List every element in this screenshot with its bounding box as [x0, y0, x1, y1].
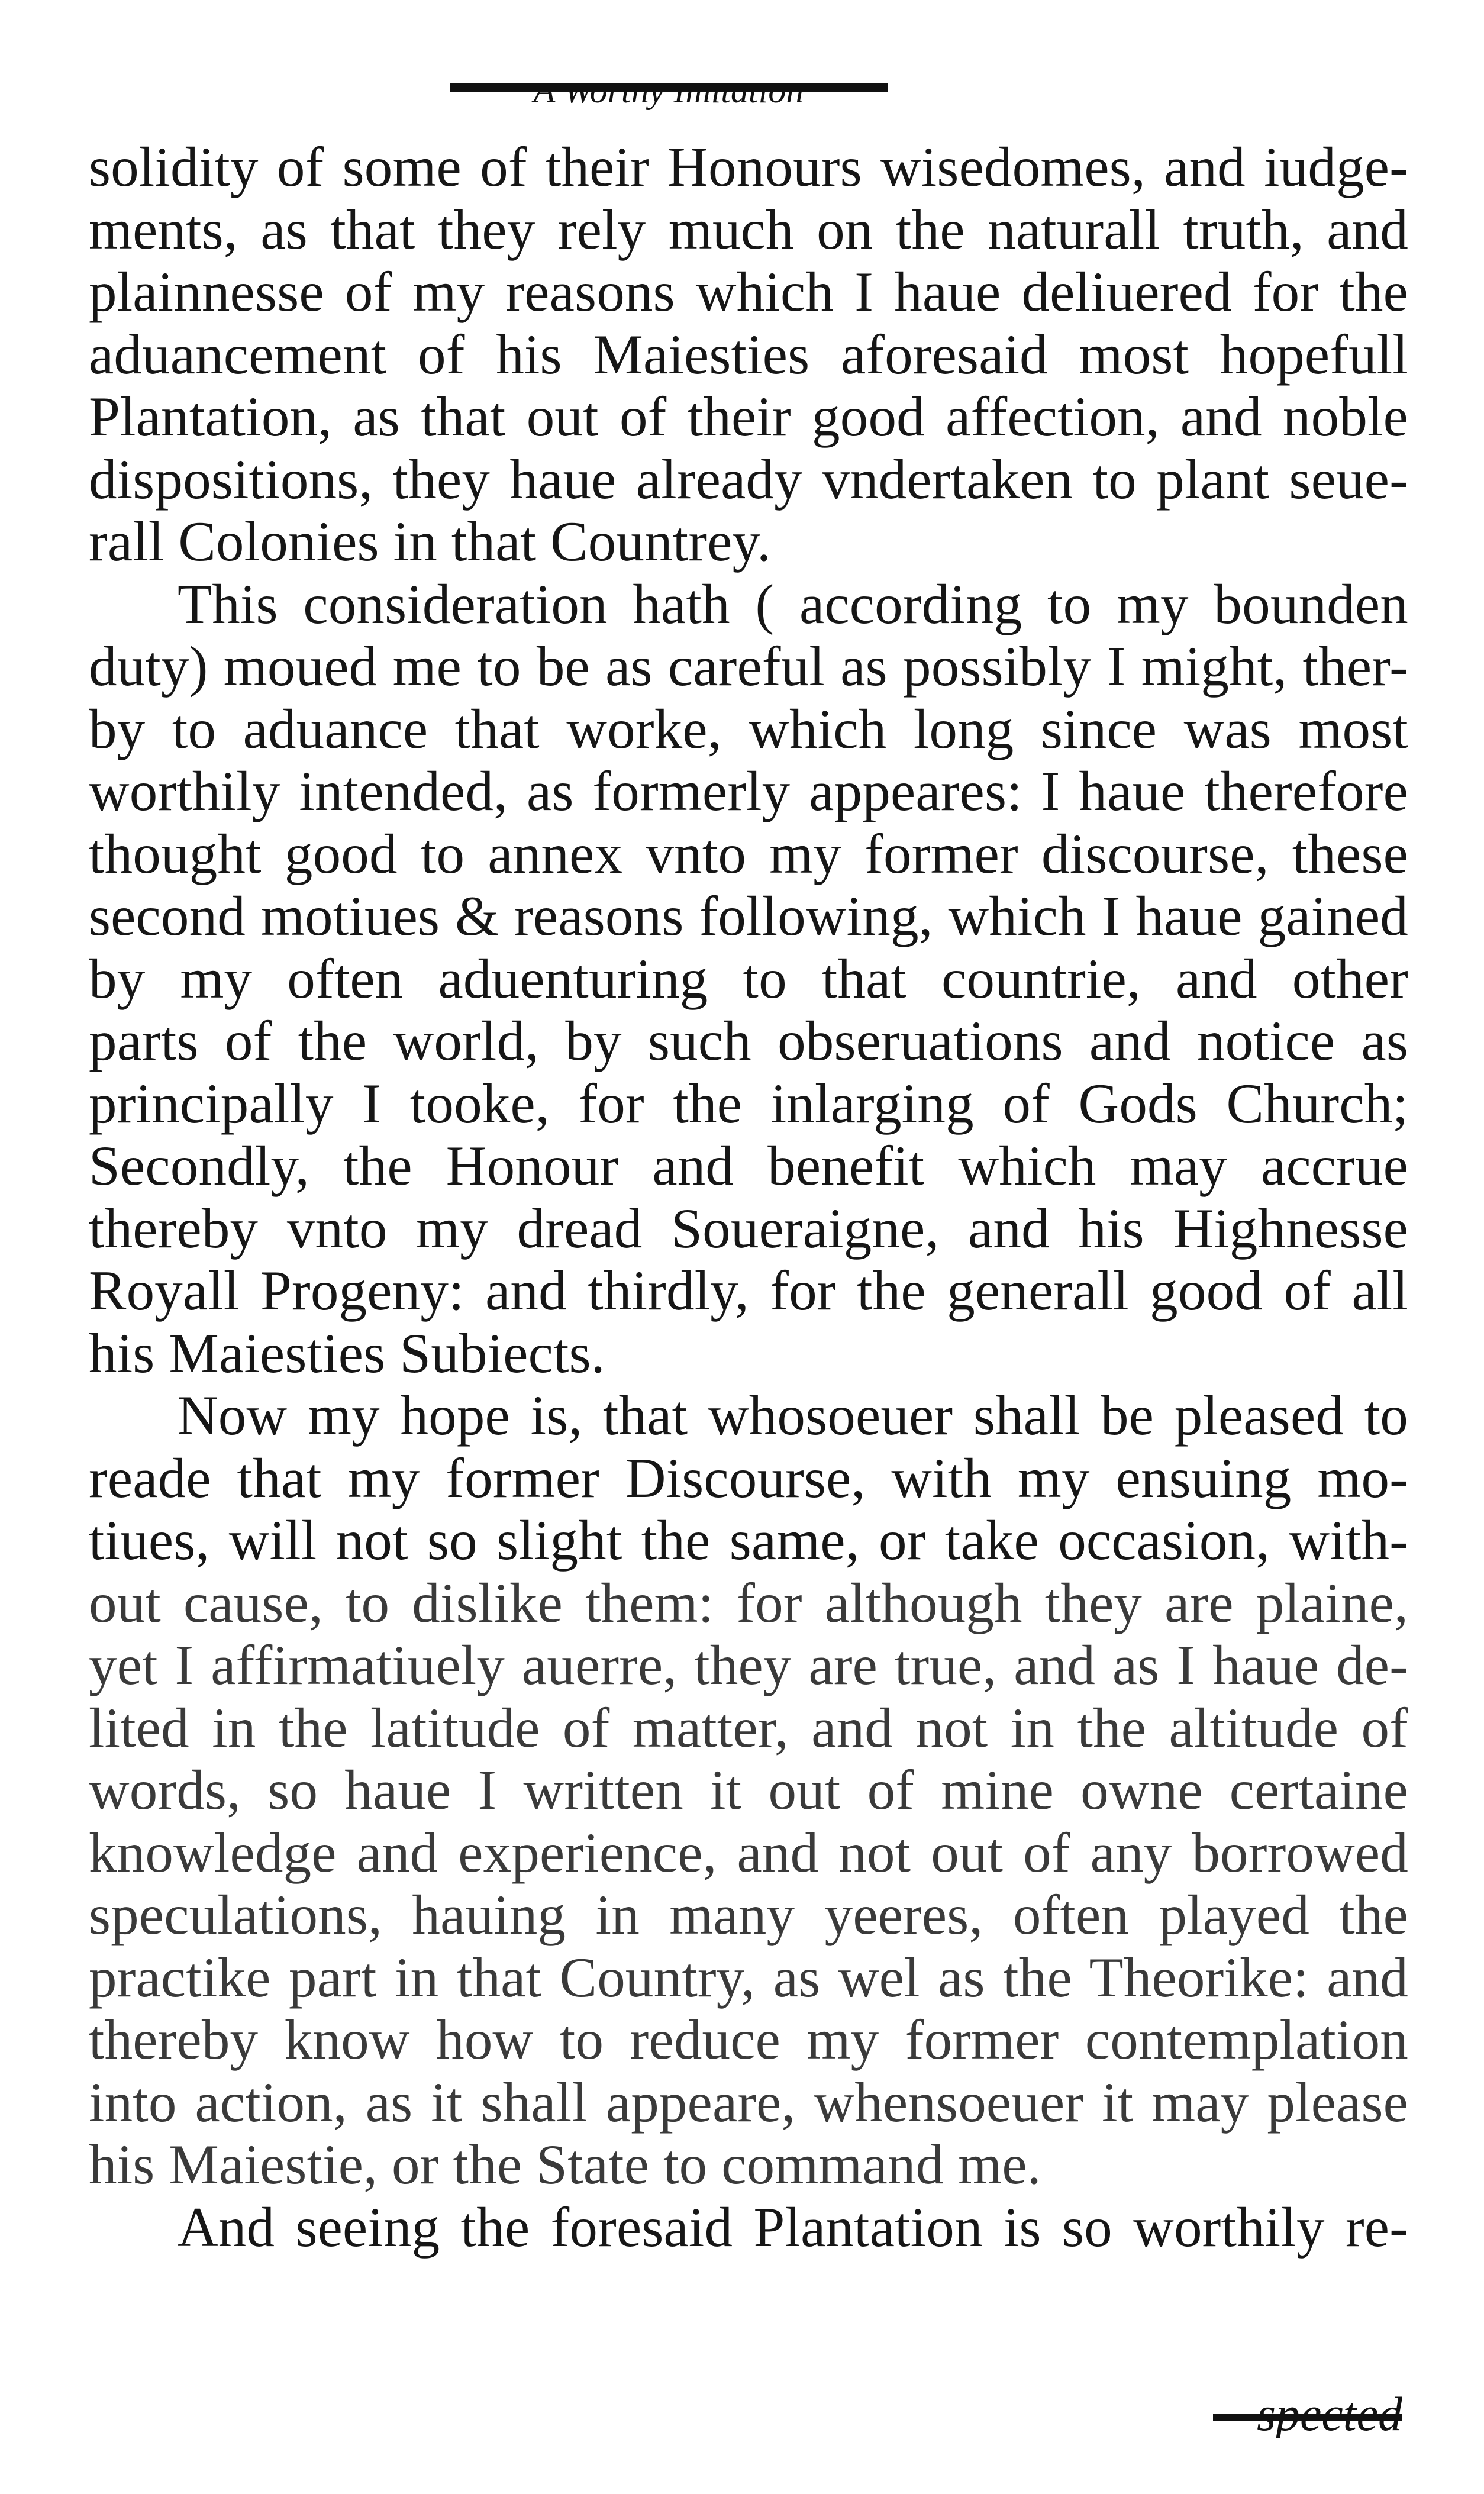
- text-line: thought good to annex vnto my former discourse, these: [89, 822, 1408, 885]
- text-line: Plantation, as that out of their good affection, and noble: [89, 385, 1408, 448]
- text-line: worthily intended, as formerly appeares: I haue therefore: [89, 760, 1408, 822]
- text-line: thereby vnto my dread Soueraigne, and his Highnesse: [89, 1196, 1408, 1260]
- catchword: [1195, 2390, 1402, 2438]
- text-line: principally I tooke, for the inlarging of Gods Church;: [89, 1072, 1408, 1135]
- text-line: practike part in that Country, as wel as the Theorike: and: [89, 1945, 1408, 2009]
- text-line: aduancement of his Maiesties aforesaid most hopefull: [89, 322, 1408, 386]
- text-line: reade that my former Discourse, with my ensuing mo-: [89, 1446, 1408, 1509]
- body-text: [89, 136, 1408, 2259]
- text-line: solidity of some of their Honours wisedomes, and iudge-: [89, 135, 1408, 198]
- text-line: Secondly, the Honour and benefit which may accrue: [89, 1134, 1408, 1197]
- text-line: yet I affirmatiuely auerre, they are true, and as I haue de-: [89, 1634, 1408, 1696]
- text-line: Royall Progeny: and thirdly, for the generall good of all: [89, 1259, 1408, 1322]
- text-line: knowledge and experience, and not out of any borrowed: [89, 1821, 1408, 1884]
- text-line: duty) moued me to be as careful as possibly I might, ther-: [89, 635, 1408, 698]
- text-line: thereby know how to reduce my former contemplation: [89, 2008, 1408, 2071]
- text-line: ments, as that they rely much on the naturall truth, and: [89, 198, 1408, 261]
- text-line: plainnesse of my reasons which I haue deliuered for the: [89, 260, 1408, 323]
- text-line: rall Colonies in that Countrey.: [89, 510, 772, 573]
- text-line: parts of the world, by such obseruations and notice as: [89, 1009, 1408, 1072]
- text-line: by my often aduenturing to that countrie, and other: [89, 947, 1408, 1010]
- text-line: dispositions, they haue already vndertaken to plant seue-: [89, 447, 1408, 511]
- text-line: tiues, will not so slight the same, or take occasion, with-: [89, 1509, 1408, 1572]
- text-line: And seeing the foresaid Plantation is so worthily re-: [178, 2195, 1408, 2259]
- text-line: his Maiesties Subiects.: [89, 1321, 605, 1385]
- text-line: This consideration hath ( according to my bounden: [178, 572, 1408, 635]
- catchword-strike: [1213, 2414, 1402, 2421]
- text-line: by to aduance that worke, which long since was most: [89, 697, 1408, 760]
- running-head: [438, 70, 899, 111]
- running-head-rule: [450, 83, 888, 92]
- text-line: words, so haue I written it out of mine owne certaine: [89, 1759, 1408, 1821]
- text-line: out cause, to dislike them: for although they are plaine,: [89, 1571, 1408, 1634]
- text-line: second motiues & reasons following, which I haue gained: [89, 885, 1408, 947]
- text-line: lited in the latitude of matter, and not in the altitude of: [89, 1696, 1408, 1759]
- text-line: his Maiestie, or the State to command me.: [89, 2133, 1041, 2196]
- text-line: Now my hope is, that whosoeuer shall be pleased to: [178, 1384, 1408, 1447]
- text-line: speculations, hauing in many yeeres, often played the: [89, 1883, 1408, 1946]
- text-line: into action, as it shall appeare, whensoeuer it may please: [89, 2070, 1408, 2134]
